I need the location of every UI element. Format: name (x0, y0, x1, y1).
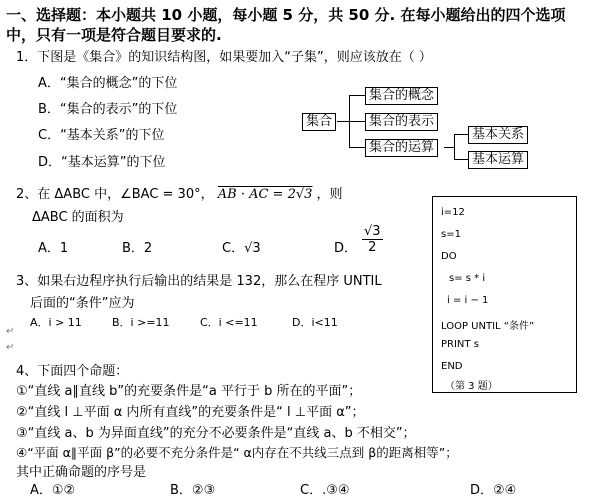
fraction-denominator: 2 (368, 240, 377, 255)
q1-option-b: B．“集合的表示”的下位 (38, 102, 178, 117)
connector (349, 121, 365, 122)
q2-option-d: D． (334, 241, 358, 256)
paragraph-mark: ↵ (6, 342, 15, 353)
q2-stem-line1 (16, 183, 343, 202)
q2-stem-line2: ΔABC 的面积为 (32, 210, 124, 225)
q4-stem: 4、下面四个命题： (16, 364, 129, 379)
q3-option-c: C．i <=11 (200, 316, 258, 329)
node-basic-relation: 基本关系 (468, 126, 528, 144)
q4-option-a: A．①② (30, 483, 76, 498)
program-line: s= s * i (449, 273, 486, 284)
q2-option-c: C．√3 (222, 241, 261, 256)
program-line: s=1 (441, 229, 461, 240)
program-caption: （第 3 题） (445, 381, 498, 392)
q4-item-3: ③“直线 a、b 为异面直线”的充分不必要条件是“直线 a、b 不相交”； (16, 426, 416, 441)
connector (337, 121, 349, 122)
q3-stem-line2: 后面的“条件”应为 (30, 296, 135, 311)
program-line: DO (441, 251, 457, 262)
q3-option-d: D．i<11 (292, 316, 338, 329)
q3-option-b: B．i >=11 (112, 316, 170, 329)
fraction-numerator: √3 (364, 224, 381, 239)
connector (444, 147, 454, 148)
connector (454, 134, 455, 159)
q4-option-b: B．②③ (170, 483, 216, 498)
q2-option-b: B．2 (122, 241, 153, 256)
q4-item-2: ②“直线 l ⊥平面 α 内所有直线”的充要条件是“ l ⊥平面 α”； (16, 405, 365, 420)
q2-stem-b: ，则 (316, 187, 343, 202)
q3-option-a: A．i > 11 (30, 316, 82, 329)
program-line: END (441, 361, 463, 372)
node-basic-operation: 基本运算 (468, 151, 528, 169)
section-heading-line2: 中，只有一项是符合题目要求的. (6, 26, 222, 44)
q2-option-a: A．1 (38, 241, 69, 256)
node-operation: 集合的运算 (365, 139, 438, 157)
q4-option-c: C．.③④ (300, 483, 350, 498)
program-line: PRINT s (441, 339, 479, 350)
program-box (432, 196, 577, 393)
q1-option-c: C．“基本关系”的下位 (38, 128, 165, 143)
q1-option-d: D．“基本运算”的下位 (38, 155, 166, 170)
connector (349, 95, 365, 96)
q4-item-4: ④“平面 α∥平面 β”的必要不充分条件是“ α内存在不共线三点到 β的距离相等”； (16, 445, 458, 460)
section-heading-line1: 一、选择题：本小题共 10 小题，每小题 5 分，共 50 分. 在每小题给出的四个选项 (6, 6, 566, 24)
connector (454, 159, 468, 160)
q4-item-1: ①“直线 a∥直线 b”的充要条件是“a 平行于 b 所在的平面”； (16, 384, 362, 399)
q4-conclusion: 其中正确命题的序号是 (16, 465, 147, 480)
q1-option-a: A．“集合的概念”的下位 (38, 76, 178, 91)
connector (454, 134, 468, 135)
q1-stem: 1．下图是《集合》的知识结构图，如果要加入“子集”，则应该放在（ ） (16, 50, 432, 65)
q3-stem-line1: 3、如果右边程序执行后输出的结果是 132，那么在程序 UNTIL (16, 274, 382, 289)
program-line: i=12 (441, 207, 465, 218)
node-representation: 集合的表示 (365, 113, 438, 131)
q4-option-d: D．②④ (470, 483, 517, 498)
program-line: i = i − 1 (447, 295, 489, 306)
paragraph-mark: ↵ (6, 326, 15, 337)
node-concept: 集合的概念 (365, 87, 438, 105)
q2-option-d-fraction (362, 224, 383, 255)
connector (349, 147, 365, 148)
q2-vector-expression: AB · AC = 2√3 (217, 187, 313, 202)
program-line: LOOP UNTIL “条件” (441, 321, 535, 332)
q2-stem-a: 2、在 ΔABC 中，∠BAC = 30°， (16, 187, 214, 202)
node-root: 集合 (302, 113, 336, 131)
